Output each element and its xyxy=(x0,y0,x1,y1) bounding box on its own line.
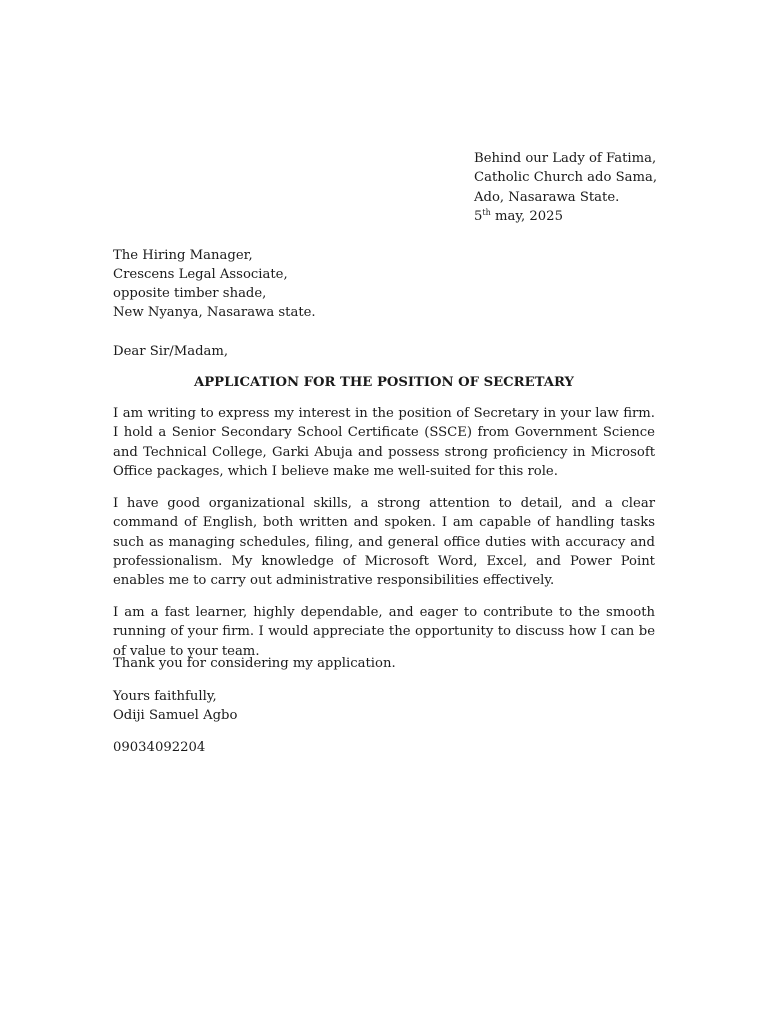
date-day: 5 xyxy=(474,208,483,224)
recipient-address-line: Crescens Legal Associate, xyxy=(113,267,288,282)
sender-address-line: Ado, Nasarawa State. xyxy=(474,189,620,205)
body-paragraph: I am writing to express my interest in the position of Secretary in your law firm. I hold a Senior Secondary School Certificate (SSCE) from Government Science and Technical College, Garki Abuja and possess strong proficiency in Microsoft Office packages, which I believe make me well-suited for this role. xyxy=(113,406,655,479)
recipient-address-line: The Hiring Manager, xyxy=(113,248,253,263)
letter-date xyxy=(474,207,657,226)
sender-address xyxy=(474,149,657,226)
signatory-name: Odiji Samuel Agbo xyxy=(113,708,238,724)
recipient-address-line: New Nyanya, Nasarawa state. xyxy=(113,305,316,320)
body-paragraph: I am a fast learner, highly dependable, and eager to contribute to the smooth running of your firm. I would appreciate the opportunity to discuss how I can be of value to your team. xyxy=(113,605,655,659)
salutation: Dear Sir/Madam, xyxy=(113,344,229,359)
sender-address-line: Catholic Church ado Sama, xyxy=(474,170,658,186)
body-paragraph: I have good organizational skills, a strong attention to detail, and a clear command of English, both written and spoken. I am capable of handling tasks such as managing schedules, filing, and general office duties with accuracy and professionalism. My knowledge of Microsoft Word, Excel, and Power Point enables me to carry out administrative responsibilities effectively. xyxy=(113,496,655,589)
body-paragraph: Thank you for considering my application. xyxy=(113,656,396,671)
date-suffix: th xyxy=(482,207,491,217)
recipient-address xyxy=(113,246,316,322)
phone-number: 09034092204 xyxy=(113,740,206,755)
date-rest: may, 2025 xyxy=(490,208,563,224)
recipient-address-line: opposite timber shade, xyxy=(113,286,267,301)
letter-subject: APPLICATION FOR THE POSITION OF SECRETARY xyxy=(194,375,574,390)
closing xyxy=(113,687,237,726)
valediction: Yours faithfully, xyxy=(113,689,217,704)
sender-address-line: Behind our Lady of Fatima, xyxy=(474,151,657,166)
